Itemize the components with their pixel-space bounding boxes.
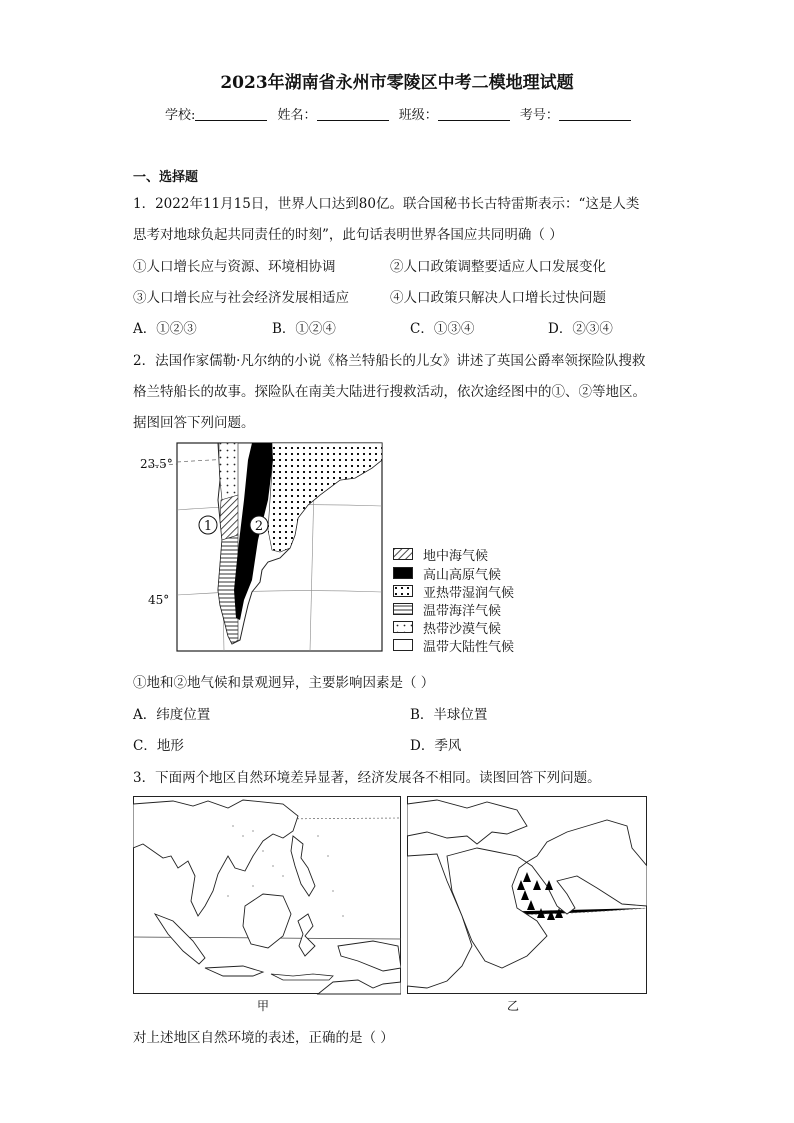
q1-option-d[interactable]: D．②③④ [548,321,613,337]
legend-swatch-highland [393,567,413,579]
legend-highland [393,565,501,581]
legend-continental [393,637,514,653]
q1-option-a[interactable]: A．①②③ [133,321,197,337]
school-blank[interactable] [195,108,267,121]
q1-statement-2: ②人口政策调整要适应人口发展变化 [390,259,606,275]
section-title: 一、选择题 [133,170,199,185]
middle-east-map [407,796,647,996]
mediterranean-zone [220,495,238,540]
q2-question: ①地和②地气候和景观迥异，主要影响因素是（ ） [133,675,435,691]
legend-label: 亚热带湿润气候 [423,585,515,601]
q2-stem-line3: 据图回答下列问题。 [133,415,255,431]
class-label: 班级： [398,108,438,123]
legend-label: 温带海洋气候 [423,603,502,619]
legend-swatch-mediterranean [393,548,413,560]
name-blank[interactable] [317,108,389,121]
legend-label: 地中海气候 [423,548,489,564]
legend-swatch-continental [393,639,413,651]
legend-label: 热带沙漠气候 [423,621,502,637]
legend-desert [393,619,501,635]
q1-option-b[interactable]: B．①②④ [272,321,336,337]
q2-option-b[interactable]: B．半球位置 [410,707,488,723]
southeast-asia-map [133,796,401,996]
q1-statement-1: ①人口增长应与资源、环境相协调 [133,259,336,275]
page-title: 2023年湖南省永州市零陵区中考二模地理试题 [220,73,574,93]
q1-option-c[interactable]: C．①③④ [410,321,475,337]
legend-label: 温带大陆性气候 [423,639,515,655]
legend-label: 高山高原气候 [423,567,502,583]
map-label-yi: 乙 [507,999,520,1013]
legend-mediterranean [393,546,488,562]
q1-statement-3: ③人口增长应与社会经济发展相适应 [133,290,349,306]
lat-label-45: 45° [148,593,170,607]
q3-stem: 3．下面两个地区自然环境差异显著，经济发展各不相同。读图回答下列问题。 [133,770,601,786]
map-label-jia: 甲 [257,999,270,1013]
legend-oceanic [393,601,501,617]
name-label: 姓名： [277,108,317,123]
q1-stem-line2: 思考对地球负起共同责任的时刻”，此句话表明世界各国应共同明确（ ） [133,227,563,243]
legend-swatch-desert [393,621,413,633]
q2-option-d[interactable]: D．季风 [410,738,462,754]
q2-stem-line1: 2．法国作家儒勒·凡尔纳的小说《格兰特船长的儿女》讲述了英国公爵率领探险队搜救 [133,353,646,369]
q2-option-c[interactable]: C．地形 [133,738,184,754]
q1-stem-line1: 1．2022年11月15日，世界人口达到80亿。联合国秘书长古特雷斯表示：“这是人类 [133,196,640,212]
legend-subtropical [393,583,514,599]
marker-1: 1 [203,519,213,534]
q2-option-a[interactable]: A．纬度位置 [133,707,211,723]
lat-label-23-5: 23.5° [140,457,173,471]
marker-2: 2 [254,519,264,534]
number-blank[interactable] [559,108,631,121]
q1-statement-4: ④人口政策只解决人口增长过快问题 [390,290,606,306]
class-blank[interactable] [438,108,510,121]
student-info [165,104,637,123]
q3-question: 对上述地区自然环境的表述，正确的是（ ） [133,1030,394,1046]
legend-swatch-subtropical [393,585,413,597]
school-label: 学校: [165,108,196,123]
legend-swatch-oceanic [393,603,413,615]
q2-stem-line2: 格兰特船长的故事。探险队在南美大陆进行搜救活动，依次途经图中的①、②等地区。 [133,384,646,400]
number-label: 考号： [519,108,559,123]
desert-zone [219,443,238,500]
south-america-climate-map [140,440,390,655]
